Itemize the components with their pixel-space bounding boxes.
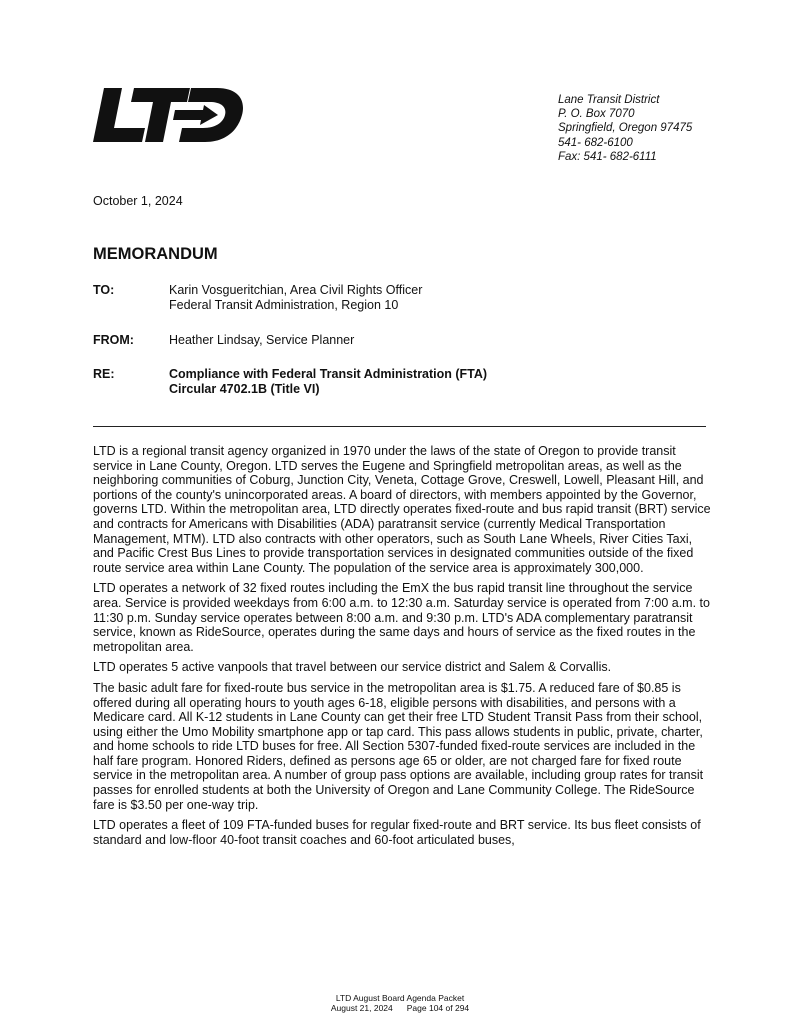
- re-row: [93, 367, 713, 399]
- memo-title: MEMORANDUM: [93, 245, 218, 263]
- to-row: [93, 283, 713, 315]
- footer-meta: [0, 1003, 800, 1013]
- body-paragraph: LTD operates a fleet of 109 FTA-funded buses for regular fixed-route and BRT service. Its bus fleet consists of standard and low-floor 40-foot transit coaches and 60-foot articulated buses,: [93, 818, 701, 847]
- address-line: Lane Transit District: [558, 94, 660, 106]
- from-label: FROM:: [93, 333, 134, 347]
- ltd-logo: [93, 88, 245, 142]
- re-label: RE:: [93, 367, 115, 381]
- to-value: [169, 283, 422, 313]
- to-line: Karin Vosgueritchian, Area Civil Rights Officer: [169, 283, 423, 297]
- re-value: [169, 367, 487, 397]
- footer-page-number: Page 104 of 294: [406, 1003, 470, 1013]
- address-line: Springfield, Oregon 97475: [558, 122, 693, 135]
- address-line: 541- 682-6100: [558, 136, 633, 149]
- from-value: Heather Lindsay, Service Planner: [169, 333, 355, 347]
- from-row: [93, 333, 713, 349]
- footer-date: August 21, 2024: [330, 1003, 393, 1013]
- body-paragraph: LTD operates a network of 32 fixed routes including the EmX the bus rapid transit line throughout the service area. Service is provided weekdays from 6:00 a.m. to 12:30 a.m. Saturday service is operated from 7:00 a.m. to 11:30 p.m. Sunday service operates between 8:00 a.m. and 9:30 p.m. LTD's ADA complementary paratransit service, known as RideSource, operates during the same days and hours of service as the fixed routes in the metropolitan area.: [93, 581, 710, 654]
- to-line: Federal Transit Administration, Region 10: [169, 298, 399, 312]
- address-line: P. O. Box 7070: [558, 108, 635, 121]
- memo-date: October 1, 2024: [93, 194, 183, 208]
- to-label: TO:: [93, 283, 115, 297]
- body-paragraph: LTD is a regional transit agency organized in 1970 under the laws of the state of Oregon to provide transit service in Lane County, Oregon. LTD serves the Eugene and Springfield metropolitan areas, as well as the neighboring communities of Coburg, Junction City, Veneta, Cottage Grove, Creswell, Lowell, Pleasant Hill, and portions of the county's unincorporated areas. A board of directors, with members appointed by the Governor, governs LTD. Within the metropolitan area, LTD directly operates fixed-route and bus rapid transit (BRT) service and contracts for Americans with Disabilities (ADA) paratransit service (currently Medical Transportation Management, MTM). LTD also contracts with other operators, such as South Lane Wheels, River Cities Taxi, and Pacific Crest Bus Lines to provide transportation services in designated communities outside of the fixed route service area within Lane County. The population of the service area is approximately 300,000.: [93, 444, 711, 575]
- address-line: Fax: 541- 682-6111: [558, 150, 657, 163]
- footer-title: LTD August Board Agenda Packet: [335, 993, 465, 1003]
- page-footer: [0, 993, 800, 1013]
- header-divider: [93, 426, 706, 427]
- letterhead-address: [558, 93, 692, 164]
- memo-body: [93, 444, 711, 853]
- re-line: Compliance with Federal Transit Administration (FTA): [169, 367, 488, 381]
- body-paragraph: The basic adult fare for fixed-route bus service in the metropolitan area is $1.75. A reduced fare of $0.85 is offered during all operating hours to youth ages 6-18, eligible persons with disabilities, and persons with a Medicare card. All K-12 students in Lane County can get their free LTD Student Transit Pass from their school, using either the Umo Mobility smartphone app or tap card. This pass allows students in public, private, charter, and home schools to ride LTD buses for free. All Section 5307-funded fixed-route services are included in the half fare program. Honored Riders, defined as persons age 65 or older, are not charged fare for fixed route service in the metropolitan area. A number of group pass options are available, including group rates for transit passes for enrolled students at both the University of Oregon and Lane Community College. The RideSource fare is $3.50 per one-way trip.: [93, 680, 704, 812]
- body-paragraph: LTD operates 5 active vanpools that travel between our service district and Salem & Corvallis.: [93, 660, 612, 675]
- re-line: Circular 4702.1B (Title VI): [169, 382, 320, 396]
